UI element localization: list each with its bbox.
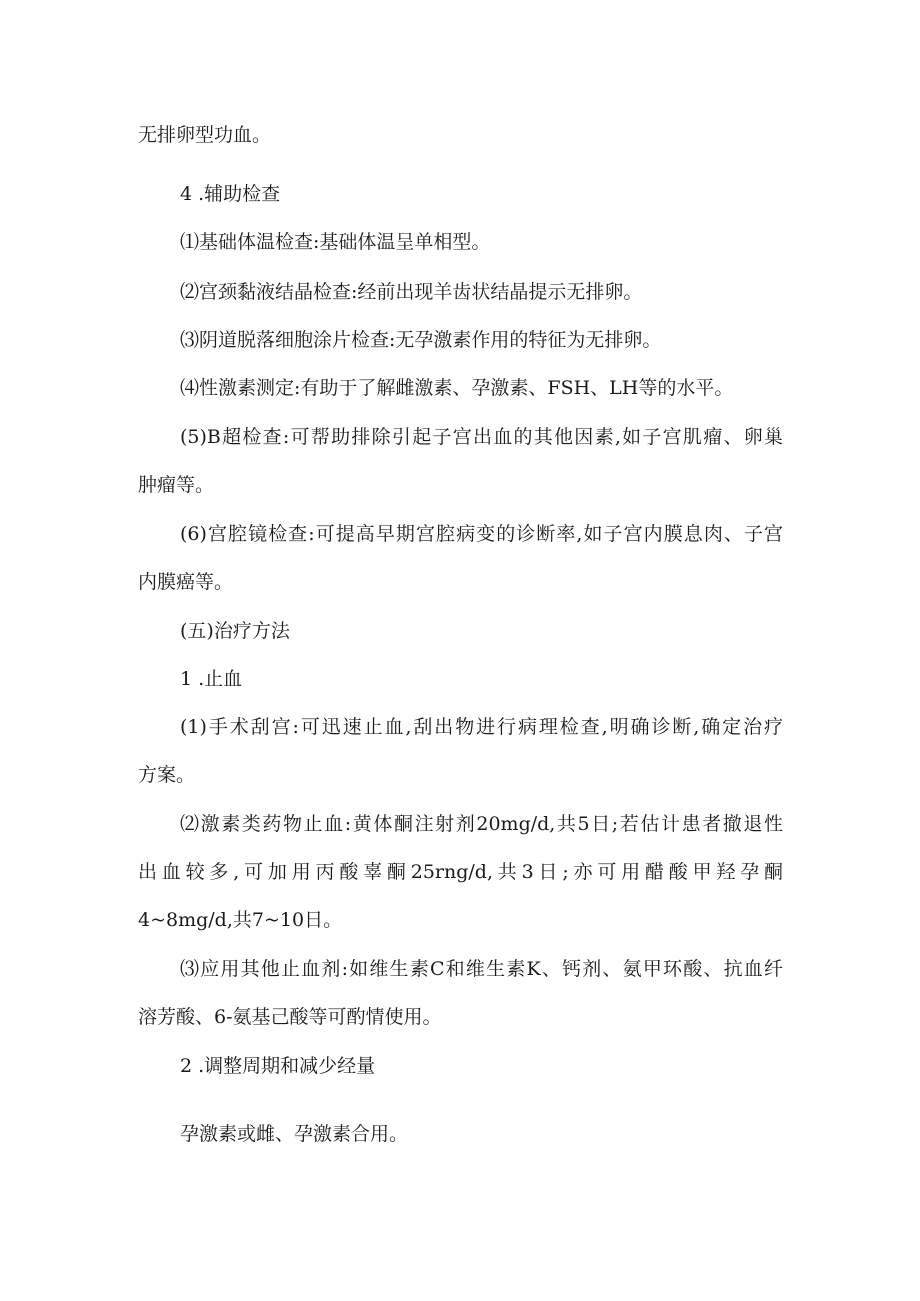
list-item-bbt: ⑴基础体温检查:基础体温呈单相型。 xyxy=(180,231,491,253)
section-heading-treatment: (五)治疗方法 xyxy=(180,620,290,642)
list-item-other-hemostatics-cont: 溶芳酸、6-氨基己酸等可酌情使用。 xyxy=(138,1006,442,1028)
list-item-curettage-cont: 方案。 xyxy=(138,764,196,786)
list-item-hysteroscopy: (6)宫腔镜检查:可提高早期宫腔病变的诊断率,如子宫内膜息肉、子宫 xyxy=(180,523,783,545)
list-item-vaginal-cytology: ⑶阴道脱落细胞涂片检查:无孕激素作用的特征为无排卵。 xyxy=(180,329,662,351)
list-item-curettage: (1)手术刮宫:可迅速止血,刮出物进行病理检查,明确诊断,确定治疗 xyxy=(180,716,783,738)
list-item-other-hemostatics: ⑶应用其他止血剂:如维生素C和维生素K、钙剂、氨甲环酸、抗血纤 xyxy=(180,958,783,980)
list-item-cervical-mucus: ⑵宫颈黏液结晶检查:经前出现羊齿状结晶提示无排卵。 xyxy=(180,281,643,303)
list-item-hormone-drugs-cont: 出血较多,可加用丙酸辜酮25rng∕d,共3日;亦可用醋酸甲羟孕酮 xyxy=(138,861,783,883)
list-item-hormone-drugs: ⑵激素类药物止血:黄体酮注射剂20mg∕d,共5日;若估计患者撤退性 xyxy=(180,813,783,835)
paragraph-continuation: 无排卵型功血。 xyxy=(138,124,272,146)
list-item-hormone-drugs-cont2: 4~8mg∕d,共7~10日。 xyxy=(138,909,343,931)
list-item-b-ultrasound-cont: 肿瘤等。 xyxy=(138,474,215,496)
paragraph-progestogen: 孕激素或雌、孕激素合用。 xyxy=(180,1123,409,1145)
list-item-hysteroscopy-cont: 内膜癌等。 xyxy=(138,571,234,593)
subsection-heading-hemostasis: 1 .止血 xyxy=(180,668,243,690)
list-item-b-ultrasound: (5)B超检查:可帮助排除引起子宫出血的其他因素,如子宫肌瘤、卵巢 xyxy=(180,426,783,448)
subsection-heading-cycle-regulation: 2 .调整周期和减少经量 xyxy=(180,1055,376,1077)
list-item-hormone-test: ⑷性激素测定:有助于了解雌激素、孕激素、FSH、LH等的水平。 xyxy=(180,377,734,399)
section-heading-auxiliary-exams: 4 .辅助检查 xyxy=(180,183,281,205)
